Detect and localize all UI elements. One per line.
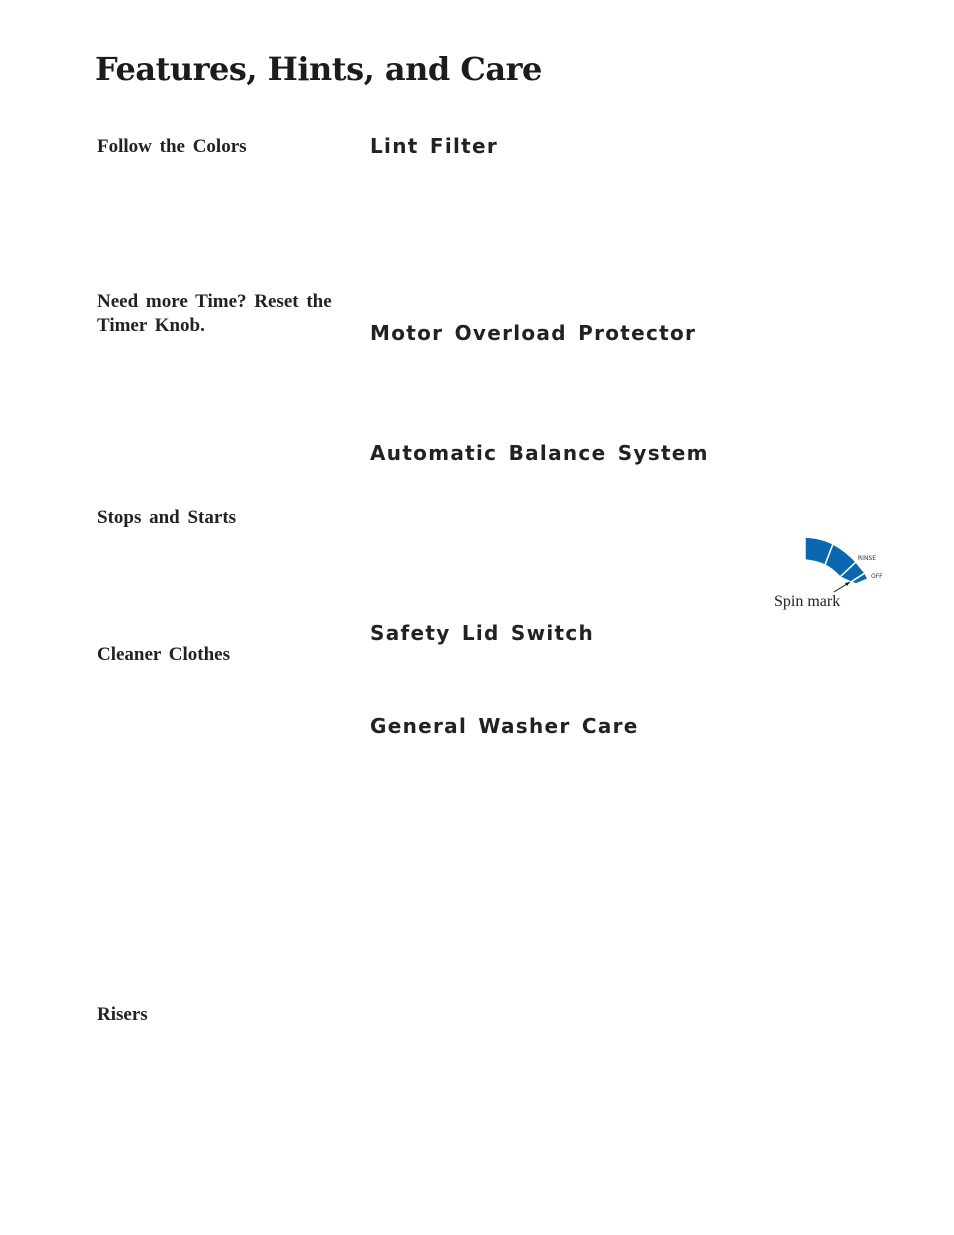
heading-general-washer-care: General Washer Care bbox=[370, 714, 639, 738]
topic-risers: Risers bbox=[97, 1004, 148, 1025]
heading-automatic-balance-system: Automatic Balance System bbox=[370, 441, 709, 465]
heading-motor-overload-protector: Motor Overload Protector bbox=[370, 321, 697, 345]
heading-safety-lid-switch: Safety Lid Switch bbox=[370, 621, 595, 645]
heading-lint-filter: Lint Filter bbox=[370, 134, 499, 158]
dial-rinse-label: RINSE bbox=[858, 555, 877, 562]
spin-mark-arrowhead bbox=[845, 582, 850, 586]
dial-off-label: OFF bbox=[871, 573, 883, 580]
topic-follow-the-colors: Follow the Colors bbox=[97, 136, 247, 157]
topic-stops-and-starts: Stops and Starts bbox=[97, 507, 237, 528]
dial-caption: Spin mark bbox=[774, 593, 841, 610]
topic-reset-timer-knob: Need more Time? Reset the Timer Knob. bbox=[97, 291, 332, 336]
page-title: Features, Hints, and Care bbox=[95, 50, 542, 88]
topic-cleaner-clothes: Cleaner Clothes bbox=[97, 644, 230, 665]
